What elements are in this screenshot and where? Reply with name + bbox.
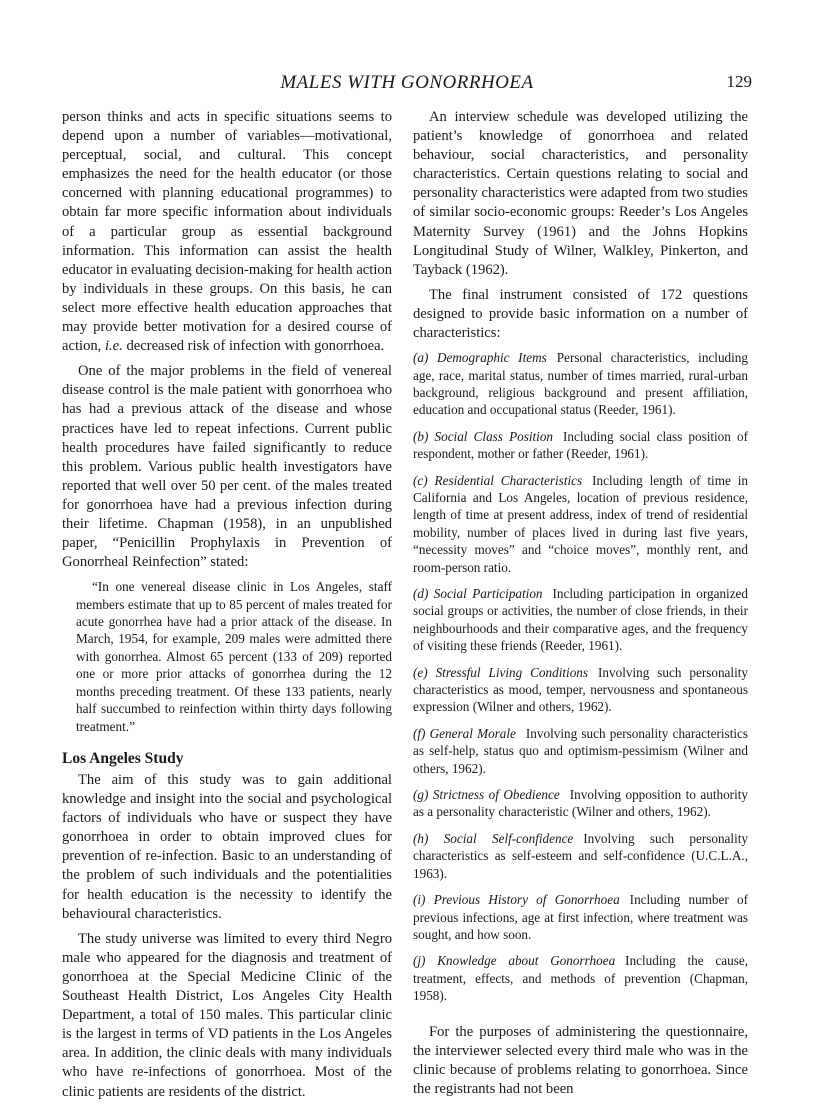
paragraph-1: person thinks and acts in specific situations seems to depend upon a number of variables—motivational, perceptual, social, and cultural. This concept emphasizes the need for the health educator (or those concerned with planning educational programmes) to obtain far more specific information about individuals of a particular group as essential background information. This information can assist the health educator in evaluating decision-making for health action by individuals in these groups. On this basis, he can select more effective health education approaches that may provide better motivation for a desired course of action, i.e. decreased risk of infection with gonorrhoea. [62,109,392,355]
list-item: (c) Residential Characteristics Including length of time in California and Los Angeles, location of previous residence, length of time at present address, index of trend of residential mobility, number of places lived in during last five years, “necessity moves” and “choice moves”, monthly rent, and room-person ratio. [413,472,749,575]
characteristics-list [413,349,748,1004]
list-item: (g) Strictness of Obedience Involving opposition to authority as a personality characteristic (Wilner and others, 1962). [413,787,748,820]
page-header [62,72,752,96]
running-title: MALES WITH GONORRHOEA [280,72,534,93]
paragraph-3: The aim of this study was to gain additional knowledge and insight into the social and psychological factors of individuals who have or suspect they have gonorrhoea in order to obtain improved clues for prevention of re-infection. Basic to an understanding of the problem of such individuals and the potentialities for health education is the necessity to identify the behavioural characteristics. [62,772,392,922]
section-heading: Los Angeles Study [62,749,184,767]
page-number: 129 [726,72,752,91]
list-item: (a) Demographic Items Personal characteristics, including age, race, marital status, number of times married, rural-urban background, religious background and present affiliation, education and occupational status (Reeder, 1961). [413,350,748,418]
paragraph-6: The final instrument consisted of 172 questions designed to provide basic information on a number of characteristics: [413,286,748,342]
list-item: (b) Social Class Position Including social class position of respondent, mother or father (Reeder, 1961). [413,428,748,462]
paragraph-5: An interview schedule was developed utilizing the patient’s knowledge of gonorrhoea and related behaviour, social characteristics, and personality characteristics. Certain questions relating to social and personality characteristics were adapted from two studies of similar socio-economic groups: Reeder’s Los Angeles Maternity Survey (1961) and the Johns Hopkins Longitudinal Study of Wilner, Walkley, Pinkerton, and Tayback (1962). [413,109,748,278]
paragraph-2: One of the major problems in the field of venereal disease control is the male patient with gonorrhoea who has had a previous attack of the disease and whose practices have led to repeat infections. Current public health procedures have failed significantly to reduce this problem. Various public health investigators have reported that well over 50 per cent. of the males treated for gonorrhoea have had a previous infection during their lifetime. Chapman (1958), in an unpublished paper, “Penicillin Prophylaxis in Prevention of Gonorrheal Reinfection” stated: [62,363,392,571]
list-item: (d) Social Participation Including participation in organized social groups or activities, the number of close friends, in their neighbourhoods and their comparative ages, and the frequency of visiting these friends (Reeder, 1961). [413,586,749,654]
paragraph-7: For the purposes of administering the questionnaire, the interviewer selected every third male who was in the clinic because of problems relating to gonorrhoea. Since the registrants had not been [413,1023,748,1097]
list-item: (f) General Morale Involving such personality characteristics as self-help, status quo and optimism-pessimism (Wilner and others, 1962). [413,725,749,776]
ie-abbrev: i.e. [104,338,123,355]
list-item: (i) Previous History of Gonorrhoea Including number of previous infections, age at first infection, where treatment was sought, and how soon. [413,892,749,942]
list-item: (e) Stressful Living Conditions Involving such personality characteristics as mood, temper, nervousness and spontaneous expression (Wilner and others, 1962). [413,664,748,715]
left-column [62,108,392,1108]
block-quote: “In one venereal disease clinic in Los Angeles, staff members estimate that up to 85 percent of males treated for acute gonorrhea have had a prior attack of the disease. In March, 1954, for example, 209 males were admitted there with gonorrhea. Almost 65 percent (133 of 209) reported one or more prior attacks of gonorrhea during the 12 months preceding treatment. Of these 133 patients, nearly half succumbed to reinfection within thirty days following treatment.” [76,579,392,734]
paragraph-4: The study universe was limited to every third Negro male who appeared for the diagnosis and treatment of gonorrhoea at the Special Medicine Clinic of the Southeast Health District, Los Angeles City Health Department, a total of 150 males. This particular clinic is the largest in terms of VD patients in the Los Angeles area. In addition, the clinic deals with many individuals who have re-infections of gonorrhoea. Most of the clinic patients are residents of the district. [62,930,392,1100]
list-item: (j) Knowledge about Gonorrhoea Including the cause, treatment, effects, and methods of prevention (Chapman, 1958). [413,953,748,1004]
right-column [413,108,748,1105]
list-item: (h) Social Self-confidence Involving such personality characteristics as self-esteem and self-confidence (U.C.L.A., 1963). [413,830,748,881]
